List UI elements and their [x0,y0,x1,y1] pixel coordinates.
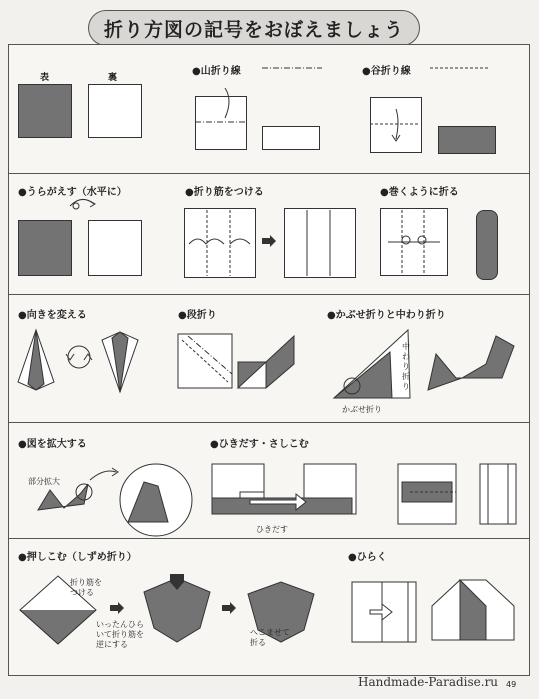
enlarge-label: ●図を拡大する [18,439,87,450]
divider [8,538,529,539]
step-fold-result [236,334,296,390]
step-fold-square [178,334,234,390]
sink-note: へこませて 折る [250,628,290,647]
back-label: 裏 [108,73,118,83]
flip-label: ●うらがえす（水平に） [18,187,127,198]
valley-fold-label: ●谷折り線 [362,66,411,77]
outside-reverse-label: かぶせ折り [342,405,382,414]
mountain-arrow [195,80,255,150]
rotate-icon [62,342,96,372]
flip-arrow [68,198,98,212]
open-result [430,578,516,644]
open-step1 [350,580,420,644]
valley-arrow [370,97,422,153]
valley-folded [438,126,496,154]
pull-out-label: ひきだす [256,525,288,534]
right-arrow-icon [110,602,124,614]
right-arrow-icon [222,602,236,614]
front-label: 表 [40,73,50,83]
crease-lines [284,208,356,278]
divider [8,294,529,295]
page-number: 49 [506,680,517,689]
rotate-label: ●向きを変える [18,310,87,321]
divider [8,422,529,423]
kite-right [100,330,140,394]
mountain-folded [262,126,320,150]
mountain-line-sample [262,66,322,70]
roll-label: ●巻くように折る [380,187,459,198]
page-title: 折り方図の記号をおぼえましょう [88,10,420,46]
inside-reverse-label: 中わり折り [402,342,410,391]
crease-note: 折り筋を つける [70,578,102,597]
insert-diagram [396,462,518,526]
right-arrow-icon [262,235,276,247]
back-square [88,84,142,138]
small-bird [36,480,96,520]
divider [8,173,529,174]
flip-back [88,220,142,276]
flip-front [18,220,72,276]
step-fold-label: ●段折り [178,310,217,321]
push-step2 [140,572,214,646]
crane-result [426,334,516,394]
partial-enlarge-label: 部分拡大 [28,477,60,486]
pull-out-diagram [210,462,360,518]
front-square [18,84,72,138]
footer-site: Handmade-Paradise.ru [358,675,499,689]
roll-arrows [380,208,448,276]
mountain-fold-label: ●山折り線 [192,66,241,77]
roll-result [476,210,498,280]
open-label: ●ひらく [348,552,387,563]
crease-label: ●折り筋をつける [185,187,264,198]
pull-insert-label: ●ひきだす・さしこむ [210,439,309,450]
valley-line-sample [430,66,490,70]
unfold-note: いったんひら いて折り筋を 逆にする [96,620,144,649]
outside-inside-label: ●かぶせ折りと中わり折り [327,310,446,321]
kite-left [16,328,56,392]
enlarged-circle [118,462,194,538]
crease-arrows [184,208,256,278]
enlarge-arrow [90,468,120,482]
push-in-label: ●押しこむ（しずめ折り） [18,552,137,563]
